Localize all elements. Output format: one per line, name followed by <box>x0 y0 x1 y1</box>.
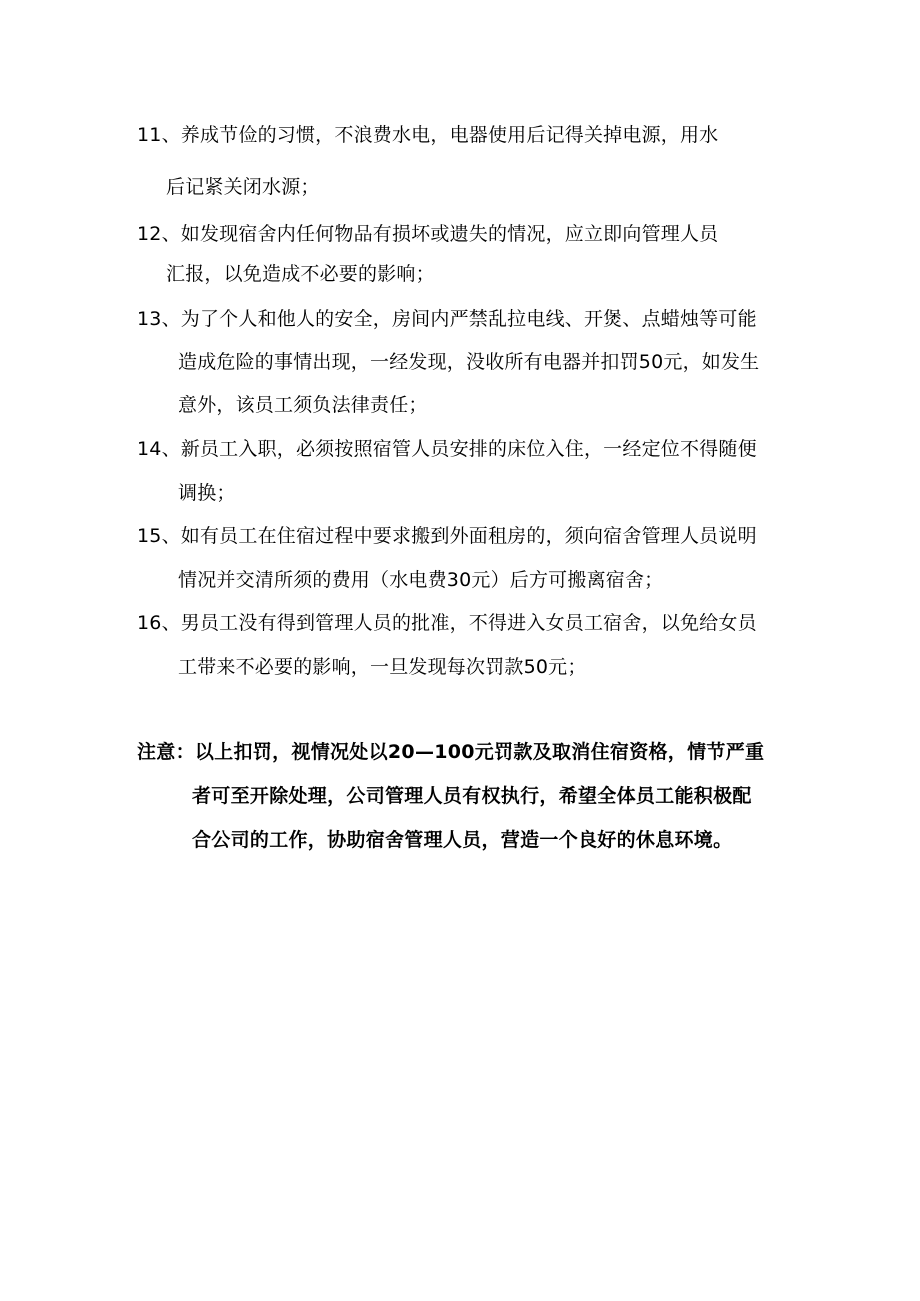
rule-11-line-2: 后记紧关闭水源； <box>166 176 320 198</box>
rule-13-line-1: 13、为了个人和他人的安全，房间内严禁乱拉电线、开煲、点蜡烛等可能 <box>137 308 757 330</box>
rule-16-line-2: 工带来不必要的影响，一旦发现每次罚款50元； <box>178 656 587 678</box>
rule-12-line-1: 12、如发现宿舍内任何物品有损坏或遗失的情况，应立即向管理人员 <box>137 223 719 245</box>
rule-11-line-1: 11、养成节俭的习惯，不浪费水电，电器使用后记得关掉电源，用水 <box>137 124 719 146</box>
rule-12-line-2: 汇报，以免造成不必要的影响； <box>166 263 435 285</box>
rule-15-line-1: 15、如有员工在住宿过程中要求搬到外面租房的，须向宿舍管理人员说明 <box>137 525 757 547</box>
rule-16-line-1: 16、男员工没有得到管理人员的批准，不得进入女员工宿舍，以免给女员 <box>137 612 757 634</box>
note-line-3: 合公司的工作，协助宿舍管理人员，营造一个良好的休息环境。 <box>192 829 733 851</box>
rule-14-line-2: 调换； <box>178 482 236 504</box>
rule-14-line-1: 14、新员工入职，必须按照宿管人员安排的床位入住，一经定位不得随便 <box>137 438 757 460</box>
note-line-2: 者可至开除处理，公司管理人员有权执行，希望全体员工能积极配 <box>192 785 752 807</box>
rule-13-line-2: 造成危险的事情出现，一经发现，没收所有电器并扣罚50元，如发生 <box>178 351 760 373</box>
rule-15-line-2: 情况并交清所须的费用（水电费30元）后方可搬离宿舍； <box>178 569 664 591</box>
note-line-1: 注意：以上扣罚，视情况处以20—100元罚款及取消住宿资格，情节严重 <box>137 741 765 763</box>
rule-13-line-3: 意外，该员工须负法律责任； <box>178 394 428 416</box>
